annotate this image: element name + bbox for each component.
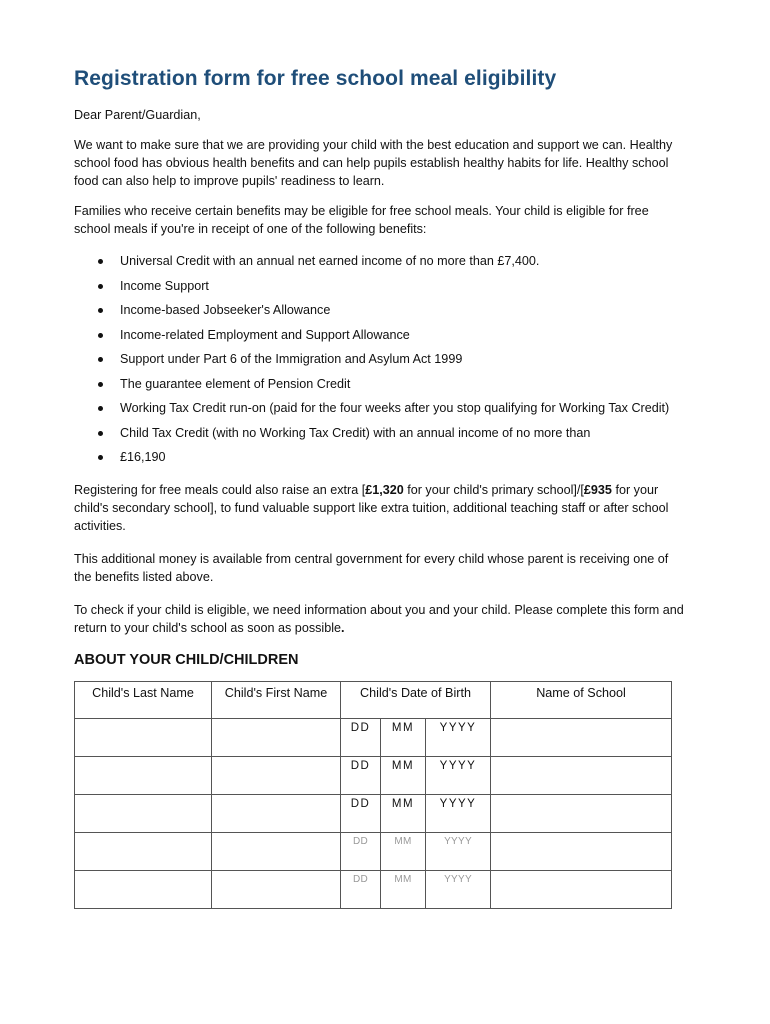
school-cell[interactable]: [491, 833, 672, 871]
table-header-row: [75, 682, 672, 719]
first-name-cell[interactable]: [212, 833, 341, 871]
primary-amount: £1,320: [365, 483, 404, 497]
dob-year-cell[interactable]: YYYY: [426, 719, 491, 757]
funding-pre: Registering for free meals could also raise an extra [: [74, 483, 366, 497]
school-cell[interactable]: [491, 757, 672, 795]
benefit-item: Support under Part 6 of the Immigration and Asylum Act 1999: [74, 348, 684, 371]
table-row: [75, 871, 672, 909]
intro-paragraph: We want to make sure that we are providing your child with the best education and support we can. Healthy school food has obvious health benefits and can help pupils establish healthy habits for life. Healthy school food can also help to improve pupils' readiness to learn.: [74, 138, 673, 188]
benefit-item: Child Tax Credit (with no Working Tax Credit) with an annual income of no more than: [74, 422, 684, 445]
children-table: [74, 681, 672, 909]
dob-month-cell[interactable]: MM: [381, 757, 426, 795]
dob-month-cell[interactable]: MM: [381, 871, 426, 909]
funding-mid: for your child's primary school]/[: [403, 483, 584, 497]
table-row: [75, 757, 672, 795]
dob-day-cell[interactable]: DD: [341, 719, 381, 757]
additional-money-paragraph: This additional money is available from central government for every child whose parent is receiving one of the benefits listed above.: [74, 552, 669, 584]
benefits-list: [74, 250, 684, 469]
dob-month-cell[interactable]: MM: [381, 719, 426, 757]
first-name-cell[interactable]: [212, 719, 341, 757]
benefit-item: Income-based Jobseeker's Allowance: [74, 299, 684, 322]
last-name-cell[interactable]: [75, 833, 212, 871]
last-name-cell[interactable]: [75, 719, 212, 757]
first-name-cell[interactable]: [212, 795, 341, 833]
funding-post: for your child's secondary school], to fund valuable support like extra tuition, additional teaching staff or after school activities.: [74, 483, 669, 533]
benefit-item: £16,190: [74, 446, 684, 469]
check-text: To check if your child is eligible, we need information about you and your child. Please complete this form and return to your child's school as soon as possible: [74, 603, 684, 635]
table-row: [75, 719, 672, 757]
dob-month-cell[interactable]: MM: [381, 833, 426, 871]
dob-month-cell[interactable]: MM: [381, 795, 426, 833]
check-paragraph: [74, 601, 684, 637]
document-page: [74, 64, 684, 909]
last-name-cell[interactable]: [75, 795, 212, 833]
last-name-cell[interactable]: [75, 757, 212, 795]
header-first-name: Child's First Name: [212, 682, 341, 719]
benefit-item: Income-related Employment and Support Allowance: [74, 324, 684, 347]
header-school: Name of School: [491, 682, 672, 719]
school-cell[interactable]: [491, 871, 672, 909]
header-date-of-birth: Child's Date of Birth: [341, 682, 491, 719]
benefit-item: Income Support: [74, 275, 684, 298]
school-cell[interactable]: [491, 719, 672, 757]
dob-year-cell[interactable]: YYYY: [426, 871, 491, 909]
benefit-item: The guarantee element of Pension Credit: [74, 373, 684, 396]
first-name-cell[interactable]: [212, 871, 341, 909]
dob-day-cell[interactable]: DD: [341, 833, 381, 871]
dob-year-cell[interactable]: YYYY: [426, 795, 491, 833]
header-last-name: Child's Last Name: [75, 682, 212, 719]
dob-day-cell[interactable]: DD: [341, 757, 381, 795]
check-end: .: [341, 621, 345, 635]
last-name-cell[interactable]: [75, 871, 212, 909]
dob-year-cell[interactable]: YYYY: [426, 833, 491, 871]
secondary-amount: £935: [583, 483, 612, 497]
dob-day-cell[interactable]: DD: [341, 871, 381, 909]
funding-paragraph: [74, 481, 684, 535]
table-row: [75, 795, 672, 833]
dob-year-cell[interactable]: YYYY: [426, 757, 491, 795]
eligibility-intro: Families who receive certain benefits may be eligible for free school meals. Your child is eligible for free school meals if you're in receipt of one of the following benefits:: [74, 204, 649, 236]
greeting: Dear Parent/Guardian,: [74, 108, 201, 122]
page-title: Registration form for free school meal eligibility: [74, 67, 557, 90]
section-heading: ABOUT YOUR CHILD/CHILDREN: [74, 652, 299, 668]
school-cell[interactable]: [491, 795, 672, 833]
first-name-cell[interactable]: [212, 757, 341, 795]
benefit-item: Working Tax Credit run-on (paid for the four weeks after you stop qualifying for Working Tax Credit): [74, 397, 684, 420]
benefit-item: Universal Credit with an annual net earned income of no more than £7,400.: [74, 250, 684, 273]
dob-day-cell[interactable]: DD: [341, 795, 381, 833]
table-row: [75, 833, 672, 871]
